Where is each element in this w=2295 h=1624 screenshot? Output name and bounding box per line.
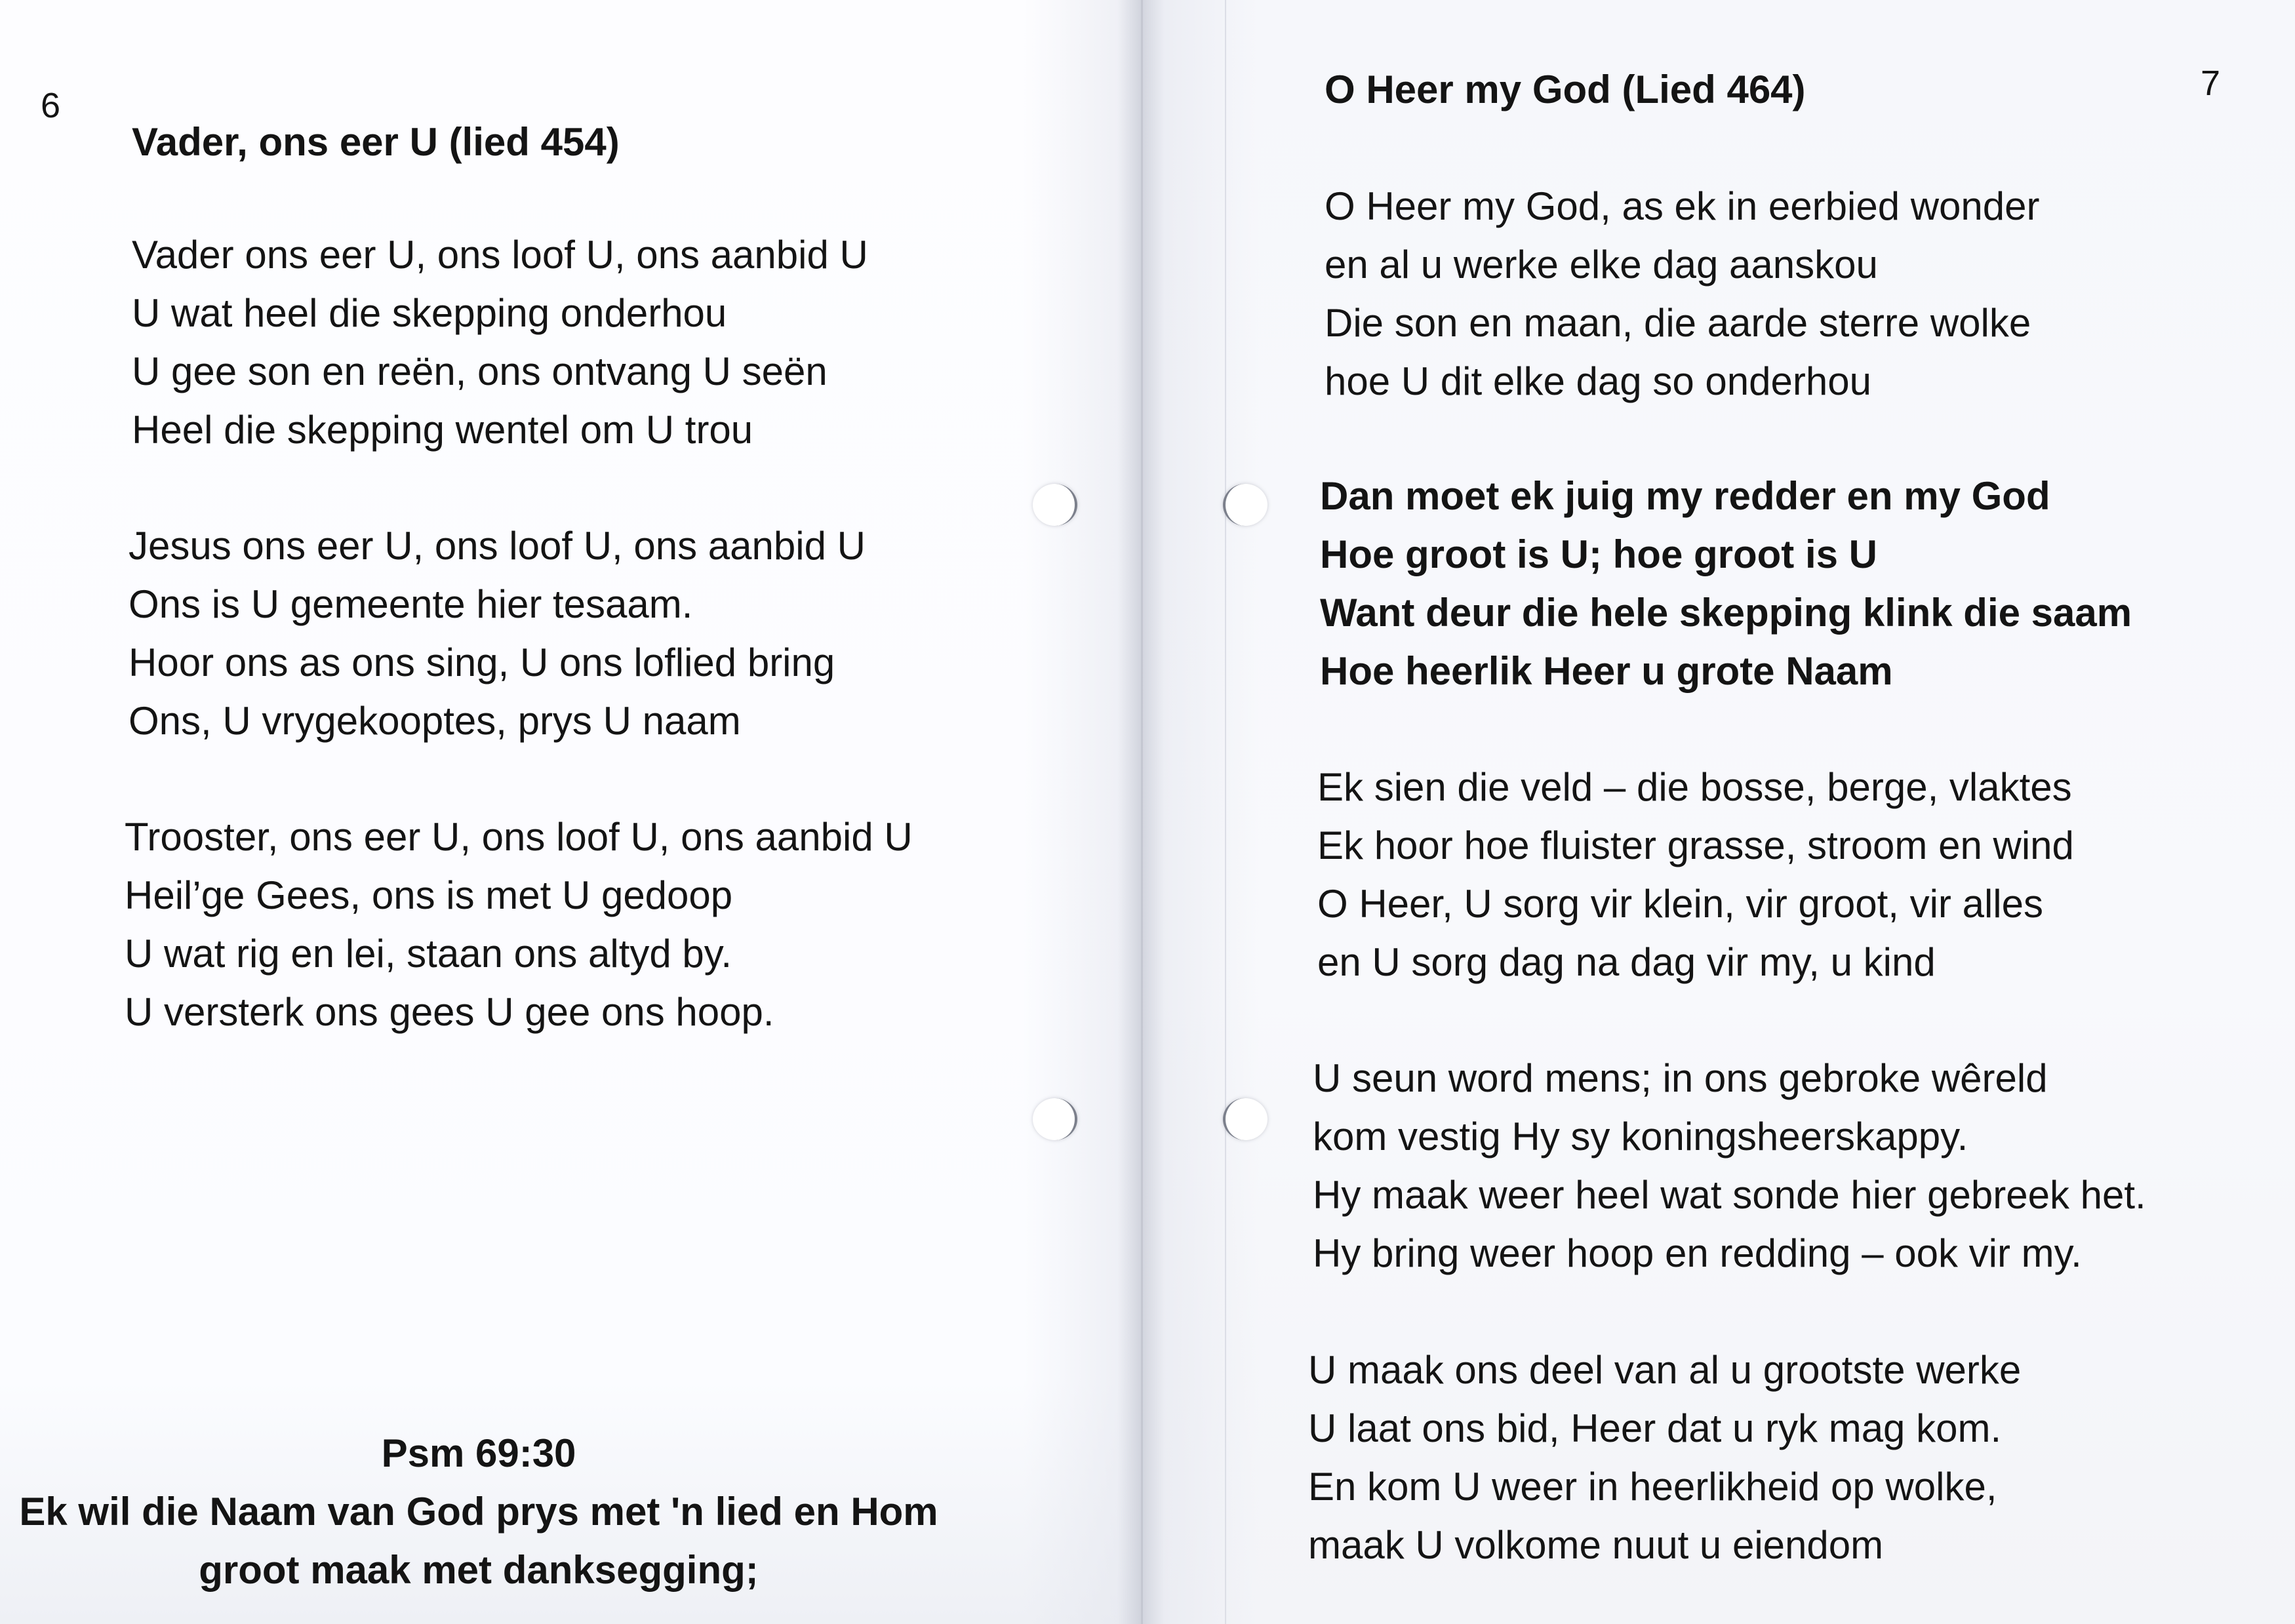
scripture-line: groot maak met danksegging; xyxy=(199,1548,759,1592)
scripture-reference: Psm 69:30 xyxy=(381,1431,576,1475)
lyric-line: maak U volkome nuut u eiendom xyxy=(1308,1523,1884,1567)
lyric-line: O Heer my God, as ek in eerbied wonder xyxy=(1325,184,2040,228)
lyric-line: en U sorg dag na dag vir my, u kind xyxy=(1317,940,1936,984)
lyric-line: En kom U weer in heerlikheid op wolke, xyxy=(1308,1465,1997,1509)
lyric-line: U wat heel die skepping onderhou xyxy=(132,291,727,335)
staple-hole xyxy=(1033,1098,1077,1140)
verse-1 xyxy=(1325,177,2040,410)
lyric-line: U wat rig en lei, staan ons altyd by. xyxy=(125,932,732,976)
lyric-line: Trooster, ons eer U, ons loof U, ons aanbid U xyxy=(125,815,913,859)
lyric-line: Jesus ons eer U, ons loof U, ons aanbid U xyxy=(129,524,866,568)
chorus xyxy=(1320,467,2132,700)
lyric-line: Heel die skepping wentel om U trou xyxy=(132,408,753,452)
lyric-line: Ons, U vrygekooptes, prys U naam xyxy=(129,699,741,743)
lyric-line: U versterk ons gees U gee ons hoop. xyxy=(125,990,774,1034)
stanza-3 xyxy=(125,808,913,1041)
verse-2 xyxy=(1317,758,2074,991)
verse-3 xyxy=(1313,1049,2146,1282)
verse-4 xyxy=(1308,1341,2021,1574)
lyric-line: U seun word mens; in ons gebroke wêreld xyxy=(1313,1056,2048,1100)
lyric-line: Vader ons eer U, ons loof U, ons aanbid U xyxy=(132,233,868,277)
lyric-line: U gee son en reën, ons ontvang U seën xyxy=(132,349,828,393)
chorus-line: Dan moet ek juig my redder en my God xyxy=(1320,474,2050,518)
lyric-line: Hoor ons as ons sing, U ons loflied bring xyxy=(129,641,835,684)
lyric-line: U laat ons bid, Heer dat u ryk mag kom. xyxy=(1308,1406,2002,1450)
fold-line xyxy=(1141,0,1143,1624)
scripture-line: Ek wil die Naam van God prys met 'n lied en Hom xyxy=(19,1490,938,1534)
lyric-line: en al u werke elke dag aanskou xyxy=(1325,243,1878,287)
lyric-line: Heil’ge Gees, ons is met U gedoop xyxy=(125,873,733,917)
staple-hole xyxy=(1033,484,1077,526)
song-title: O Heer my God (Lied 464) xyxy=(1325,68,1806,111)
chorus-line: Want deur die hele skepping klink die saam xyxy=(1320,591,2132,635)
lyric-line: Hy maak weer heel wat sonde hier gebreek het. xyxy=(1313,1173,2146,1217)
chorus-line: Hoe groot is U; hoe groot is U xyxy=(1320,532,1877,576)
stanza-1 xyxy=(132,226,868,459)
song-title-lied-454 xyxy=(132,113,620,171)
lyric-line: hoe U dit elke dag so onderhou xyxy=(1325,359,1871,403)
staple-hole xyxy=(1223,484,1267,526)
stanza-2 xyxy=(129,517,866,750)
lyric-line: Hy bring weer hoop en redding – ook vir my. xyxy=(1313,1231,2082,1275)
fold-crease xyxy=(1225,0,1226,1624)
song-title-lied-464 xyxy=(1325,60,1806,119)
lyric-line: Die son en maan, die aarde sterre wolke xyxy=(1325,301,2031,345)
lyric-line: Ons is U gemeente hier tesaam. xyxy=(129,582,693,626)
chorus-line: Hoe heerlik Heer u grote Naam xyxy=(1320,649,1893,693)
page-number-right: 7 xyxy=(2201,64,2221,103)
staple-hole xyxy=(1223,1098,1267,1140)
lyric-line: O Heer, U sorg vir klein, vir groot, vir alles xyxy=(1317,882,2043,926)
lyric-line: kom vestig Hy sy koningsheerskappy. xyxy=(1313,1115,1968,1159)
lyric-line: Ek hoor hoe fluister grasse, stroom en wind xyxy=(1317,823,2074,867)
page-number-left: 6 xyxy=(41,86,61,125)
song-title: Vader, ons eer U (lied 454) xyxy=(132,120,620,164)
lyric-line: U maak ons deel van al u grootste werke xyxy=(1308,1348,2022,1392)
scripture-quote xyxy=(0,1424,957,1599)
lyric-line: Ek sien die veld – die bosse, berge, vlaktes xyxy=(1317,765,2072,809)
